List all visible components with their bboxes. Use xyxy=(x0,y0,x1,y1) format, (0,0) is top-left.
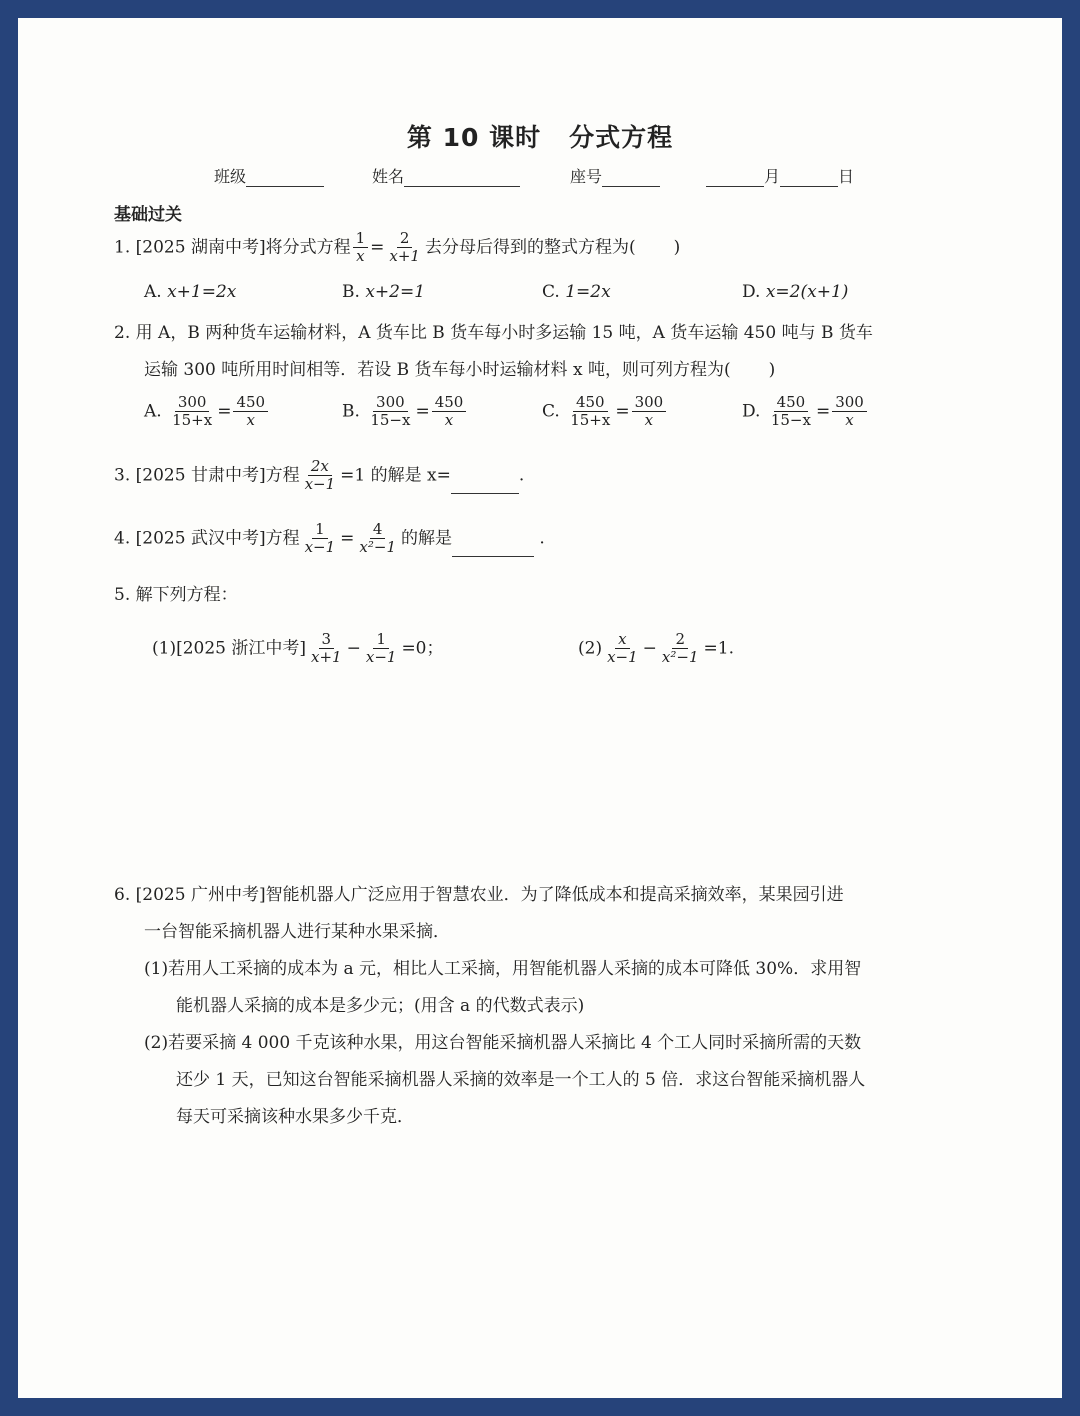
question-6-line-2: 一台智能采摘机器人进行某种水果采摘． xyxy=(144,922,450,942)
question-2: 2. 用 A，B 两种货车运输材料，A 货车比 B 货车每小时多运输 15 吨，A 货车运输 450 吨与 B 货车 xyxy=(114,323,873,343)
question-6-part-2: (2)若要采摘 4 000 千克该种水果，用这台智能采摘机器人采摘比 4 个工人同时采摘所需的天数 xyxy=(144,1033,862,1053)
fraction: $\frac{1}{x}$ xyxy=(353,230,369,266)
question-source: [2025 甘肃中考] xyxy=(135,465,266,486)
lesson-topic: 分式方程 xyxy=(569,123,674,152)
date-field[interactable]: 月 日 xyxy=(706,164,854,187)
fraction: $\frac{4}{\text{x²−1}}$ xyxy=(359,520,396,557)
question-6: 6. [2025 广州中考]智能机器人广泛应用于智慧农业．为了降低成本和提高采摘效率，某果园引进 xyxy=(114,885,844,905)
q2-option-a: A. $\frac{300}{15+x}$ = $\frac{450}{x}$ xyxy=(144,394,270,430)
question-4: 4. [2025 武汉中考]方程 $\frac{1}{x-1}$ = $\frac{4}{\text{x²−1}}$ 的解是 . xyxy=(114,520,545,557)
fraction: $\frac{2}{x+1}$ xyxy=(389,229,420,266)
question-5-part-1: (1)[2025 浙江中考] $\frac{3}{x+1}$ − $\frac{1}{x-1}$ =0； xyxy=(152,630,444,667)
name-field[interactable]: 姓名 xyxy=(372,164,520,187)
answer-blank[interactable] xyxy=(452,538,534,557)
q2-option-b: B. $\frac{300}{15-x}$ = $\frac{450}{x}$ xyxy=(342,394,468,430)
class-field[interactable]: 班级 xyxy=(214,164,324,187)
worksheet-page xyxy=(18,18,1062,1398)
question-6-part-2-line-2: 还少 1 天，已知这台智能采摘机器人采摘的效率是一个工人的 5 倍．求这台智能采摘机器人 xyxy=(176,1070,866,1090)
q1-option-b: B. x+2=1 xyxy=(342,282,426,302)
question-5-part-2: (2) $\frac{x}{x-1}$ − $\frac{2}{\text{x²−1}}$ =1. xyxy=(578,630,734,667)
q2-option-c: C. $\frac{450}{15+x}$ = $\frac{300}{x}$ xyxy=(542,394,668,430)
section-heading: 基础过关 xyxy=(114,205,182,225)
q2-option-d: D. $\frac{450}{15-x}$ = $\frac{300}{x}$ xyxy=(742,394,869,430)
question-6-part-2-line-3: 每天可采摘该种水果多少千克． xyxy=(176,1107,414,1127)
question-source: [2025 武汉中考] xyxy=(135,528,266,549)
page-title xyxy=(18,118,1062,154)
answer-blank[interactable] xyxy=(451,475,519,494)
q1-option-c: C. 1=2x xyxy=(542,282,611,302)
fraction: $\frac{1}{x-1}$ xyxy=(304,520,336,557)
lesson-number: 第 10 课时 xyxy=(406,123,542,152)
question-3: 3. [2025 甘肃中考]方程 $\frac{2x}{x-1}$ =1 的解是 x= . xyxy=(114,457,525,494)
q1-option-a: A. x+1=2x xyxy=(144,282,237,302)
question-6-part-1-line-2: 能机器人采摘的成本是多少元；(用含 a 的代数式表示) xyxy=(176,996,585,1016)
question-source: [2025 湖南中考] xyxy=(135,237,266,258)
fraction: $\frac{2x}{x-1}$ xyxy=(304,457,336,494)
question-source: [2025 浙江中考] xyxy=(176,638,307,659)
question-1: 1. [2025 湖南中考]将分式方程 $\frac{1}{x}$ = $\frac{2}{x+1}$ 去分母后得到的整式方程为( ) xyxy=(114,229,681,266)
question-5: 5. 解下列方程： xyxy=(114,585,238,605)
question-6-part-1: (1)若用人工采摘的成本为 a 元，相比人工采摘，用智能机器人采摘的成本可降低 30%．求用智 xyxy=(144,959,862,979)
q1-option-d: D. x=2(x+1) xyxy=(742,282,849,302)
seat-field[interactable]: 座号 xyxy=(570,164,660,187)
question-2-line-2: 运输 300 吨所用时间相等．若设 B 货车每小时运输材料 x 吨，则可列方程为( ) xyxy=(144,360,776,380)
